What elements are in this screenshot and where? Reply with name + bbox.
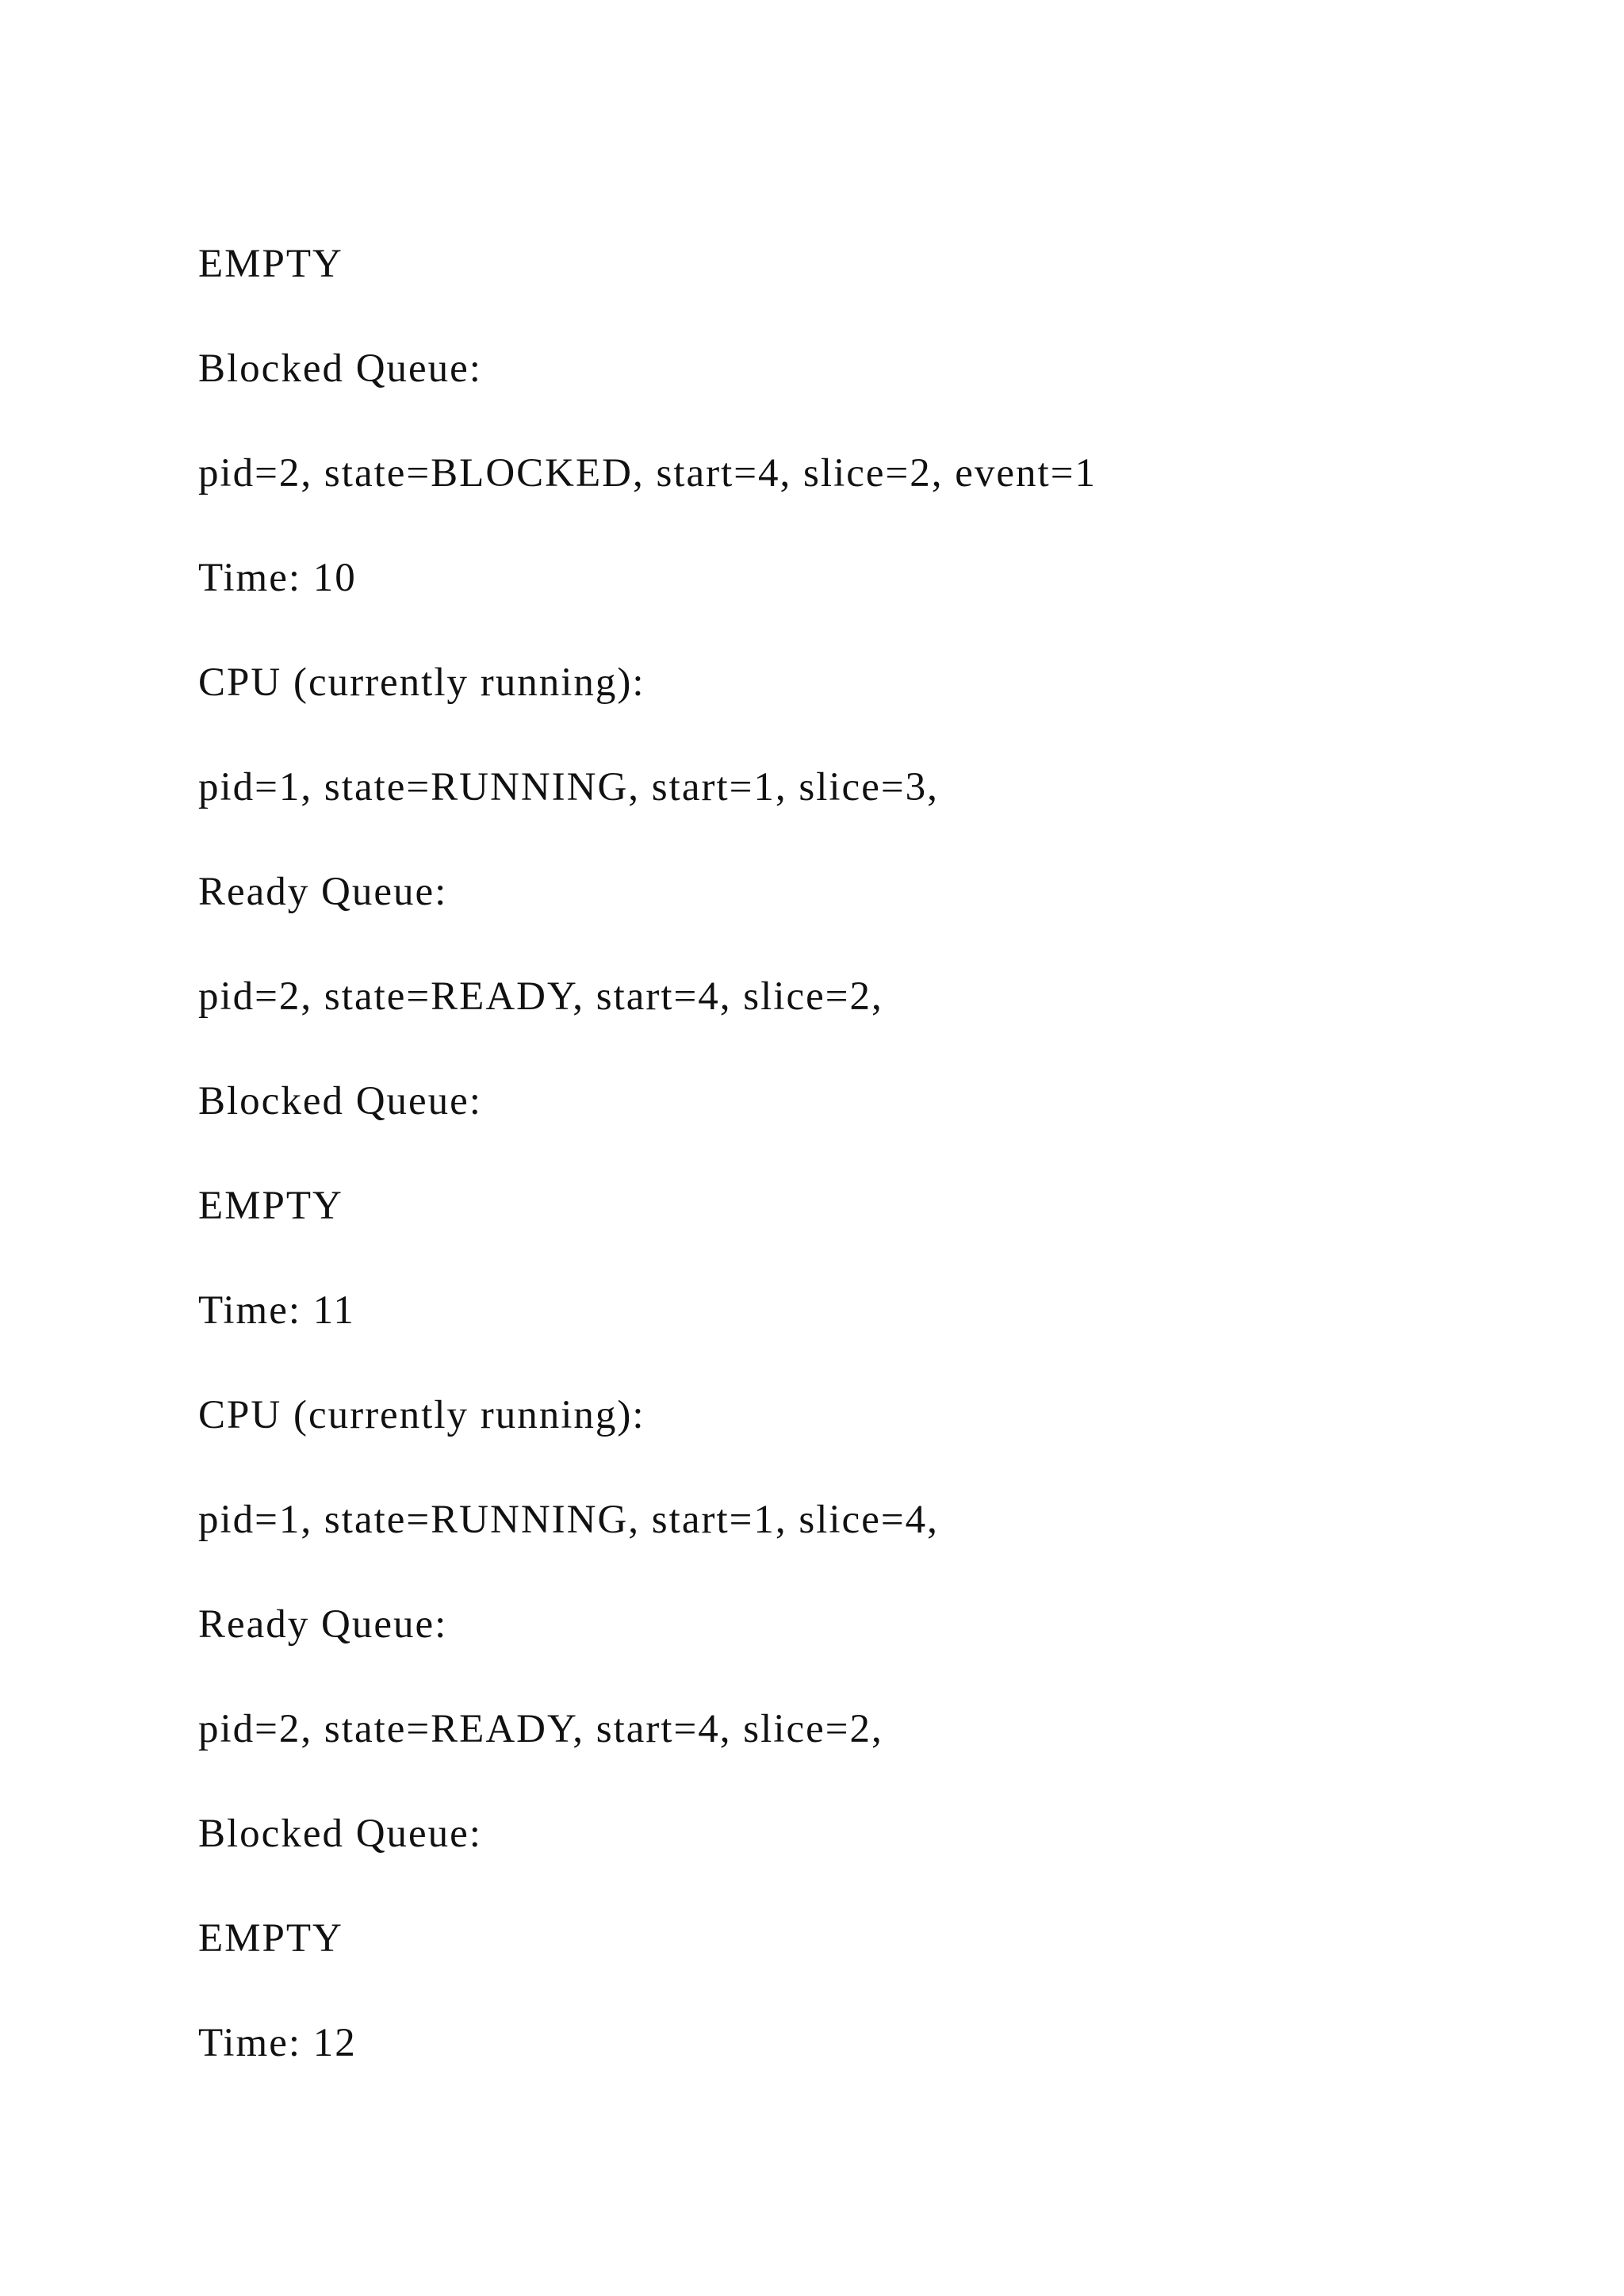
empty-label: EMPTY xyxy=(198,242,343,286)
ready-queue-heading: Ready Queue: xyxy=(198,870,448,914)
simulation-log xyxy=(198,240,1097,2124)
process-entry: pid=1, state=RUNNING, start=1, slice=4, xyxy=(198,1498,939,1542)
cpu-heading: CPU (currently running): xyxy=(198,1393,645,1437)
process-entry: pid=2, state=BLOCKED, start=4, slice=2, event=1 xyxy=(198,451,1097,496)
ready-queue-heading: Ready Queue: xyxy=(198,1602,448,1647)
blocked-queue-heading: Blocked Queue: xyxy=(198,346,482,391)
time-label: Time: 10 xyxy=(198,556,357,600)
blocked-queue-heading: Blocked Queue: xyxy=(198,1812,482,1856)
cpu-heading: CPU (currently running): xyxy=(198,660,645,705)
time-label: Time: 12 xyxy=(198,2021,357,2065)
blocked-queue-heading: Blocked Queue: xyxy=(198,1079,482,1123)
process-entry: pid=1, state=RUNNING, start=1, slice=3, xyxy=(198,765,939,809)
empty-label: EMPTY xyxy=(198,1916,343,1961)
process-entry: pid=2, state=READY, start=4, slice=2, xyxy=(198,974,883,1019)
time-label: Time: 11 xyxy=(198,1288,355,1333)
process-entry: pid=2, state=READY, start=4, slice=2, xyxy=(198,1707,883,1751)
empty-label: EMPTY xyxy=(198,1184,343,1228)
